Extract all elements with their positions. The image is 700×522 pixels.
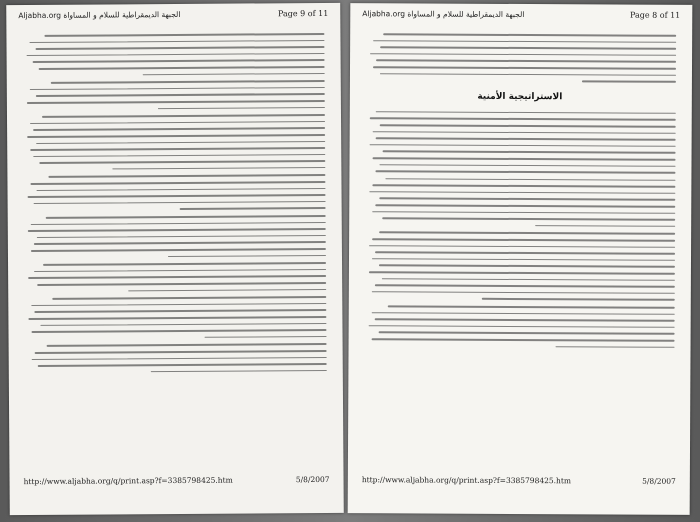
site-title: الجبهة الديمقراطية للسلام و المساواة Aljabha.org [18, 9, 181, 21]
document-page-8 [348, 3, 693, 515]
document-page-9 [6, 3, 344, 515]
footer-url: http://www.aljabha.org/q/print.asp?f=3385798425.htm [361, 475, 572, 486]
footer-url: http://www.aljabha.org/q/print.asp?f=3385798425.htm [23, 475, 233, 487]
page-header [18, 9, 328, 25]
footer-date: 5/8/2007 [295, 474, 330, 485]
page-number: Page 9 of 11 [277, 8, 329, 19]
section-heading: الاستراتيجية الأمنية [477, 91, 563, 102]
page-footer [24, 475, 330, 489]
page-number: Page 8 of 11 [629, 10, 681, 20]
site-title: الجبهة الديمقراطية للسلام و المساواة Aljabha.org [362, 9, 525, 20]
page-header [362, 9, 680, 25]
page-body-text [20, 33, 327, 469]
page-body-text [362, 33, 676, 469]
footer-date: 5/8/2007 [642, 476, 676, 486]
page-footer [362, 475, 676, 489]
